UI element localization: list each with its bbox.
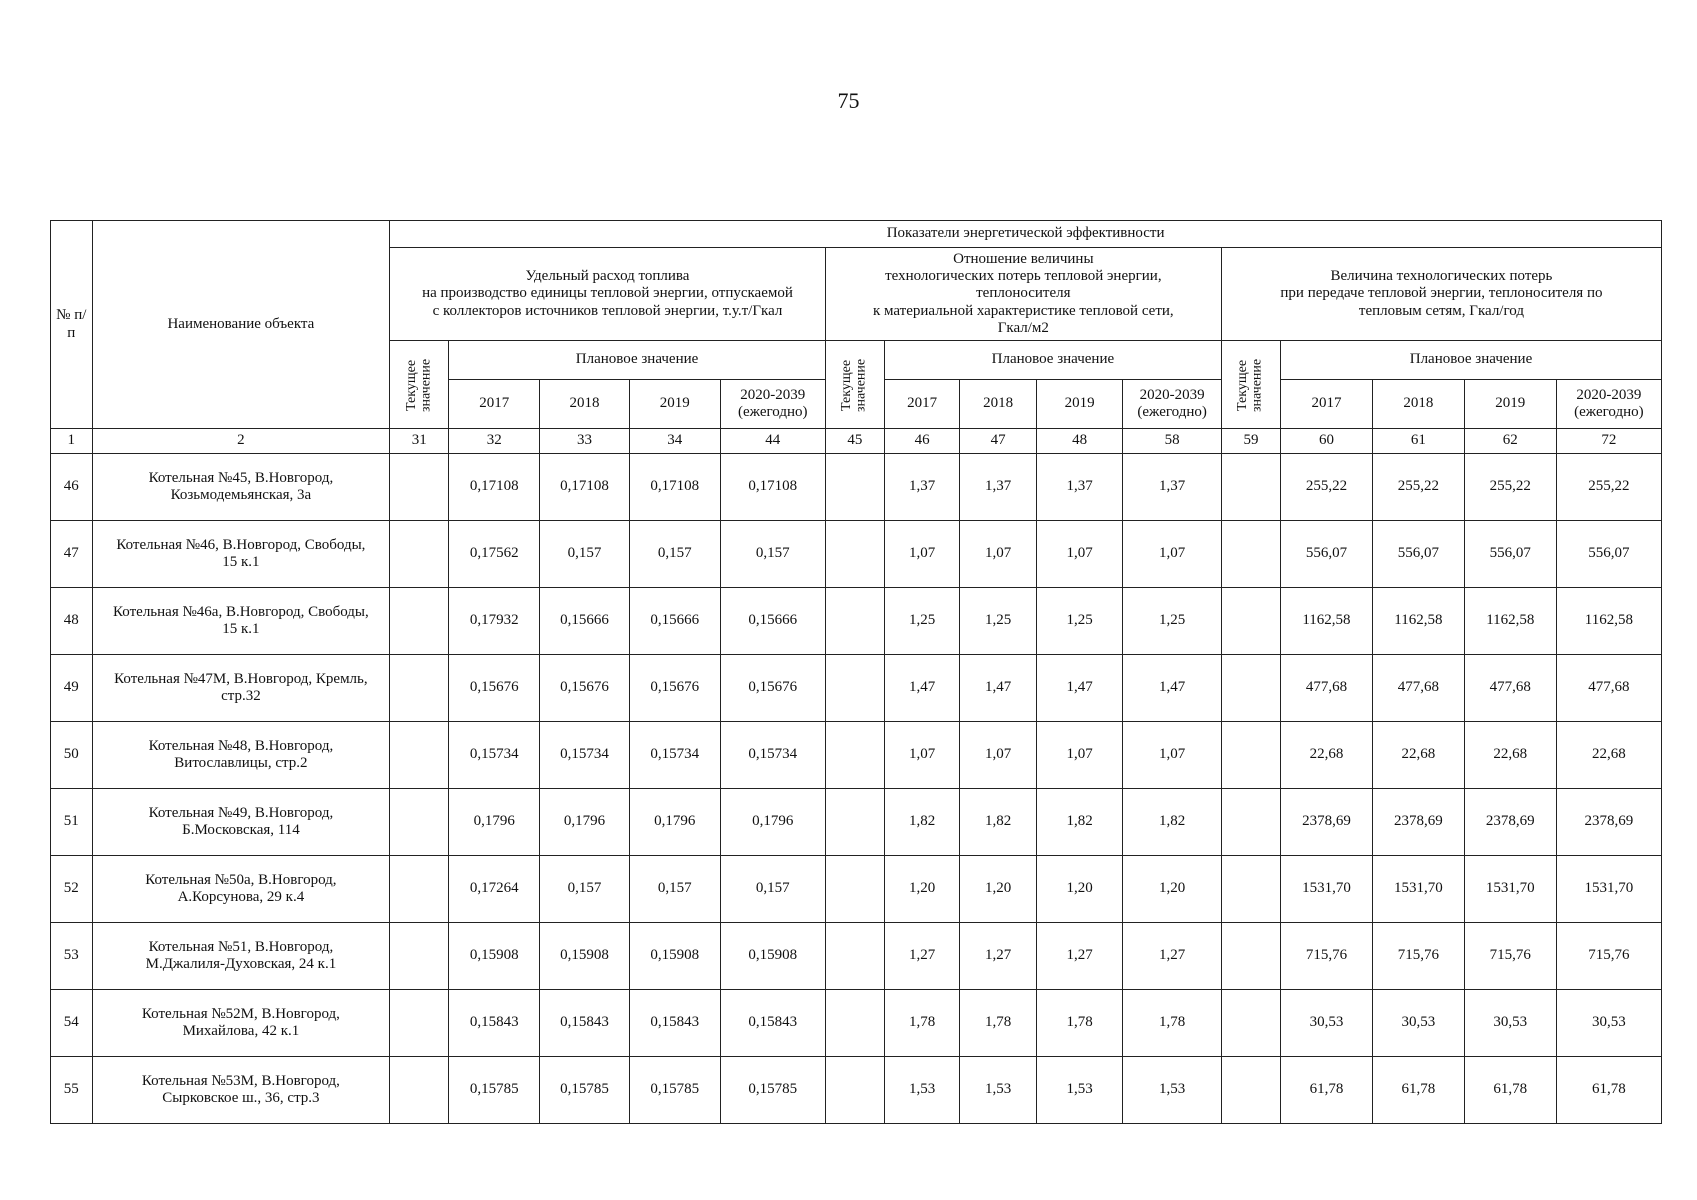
object-name-line: Сырковское ш., 36, стр.3 <box>162 1090 320 1106</box>
loss-ratio-planned-value: 1,07 <box>1036 521 1122 588</box>
loss-ratio-planned-value: 1,47 <box>1036 655 1122 722</box>
loss-ratio-planned-value: 1,25 <box>1123 588 1221 655</box>
losses-planned-value: 255,22 <box>1556 454 1661 521</box>
loss-ratio-planned-value: 1,07 <box>1123 722 1221 789</box>
loss-ratio-planned-value: 1,27 <box>1036 923 1122 990</box>
losses-planned-value: 255,22 <box>1280 454 1372 521</box>
loss-ratio-current-value <box>825 655 884 722</box>
loss-ratio-planned-value: 1,78 <box>884 990 960 1057</box>
losses-planned-value: 22,68 <box>1372 722 1464 789</box>
loss-ratio-current-value <box>825 722 884 789</box>
object-name-line: Котельная №49, В.Новгород, <box>148 804 334 821</box>
fuel-current-value <box>390 521 449 588</box>
column-number: 1 <box>51 429 93 454</box>
fuel-current-value <box>390 856 449 923</box>
object-name <box>92 722 390 789</box>
object-name-line: Б.Московская, 114 <box>182 822 300 838</box>
losses-current-value <box>1221 856 1280 923</box>
object-name-line: Котельная №53М, В.Новгород, <box>141 1072 340 1089</box>
fuel-planned-value: 0,15666 <box>720 588 825 655</box>
losses-planned-value: 2378,69 <box>1372 789 1464 856</box>
header-year: 2017 <box>1280 380 1372 429</box>
header-row-number: № п/п <box>51 221 93 429</box>
fuel-planned-value: 0,15843 <box>629 990 720 1057</box>
losses-current-value <box>1221 990 1280 1057</box>
fuel-planned-value: 0,157 <box>629 521 720 588</box>
object-name-line: А.Корсунова, 29 к.4 <box>177 889 305 905</box>
loss-ratio-planned-value: 1,53 <box>960 1057 1037 1124</box>
fuel-planned-value: 0,17108 <box>540 454 630 521</box>
column-number: 72 <box>1556 429 1661 454</box>
table-row <box>51 990 1662 1057</box>
loss-ratio-planned-value: 1,07 <box>1123 521 1221 588</box>
object-name-line: 15 к.1 <box>222 621 260 637</box>
loss-ratio-planned-value: 1,07 <box>960 521 1037 588</box>
table-row <box>51 789 1662 856</box>
fuel-planned-value: 0,15785 <box>540 1057 630 1124</box>
table-row <box>51 1057 1662 1124</box>
object-name-line: Котельная №48, В.Новгород, <box>148 737 334 754</box>
table-row <box>51 454 1662 521</box>
loss-ratio-planned-value: 1,07 <box>884 722 960 789</box>
losses-current-value <box>1221 1057 1280 1124</box>
losses-planned-value: 30,53 <box>1464 990 1556 1057</box>
header-planned-3: Плановое значение <box>1280 341 1661 380</box>
losses-planned-value: 255,22 <box>1372 454 1464 521</box>
row-number: 55 <box>51 1057 93 1124</box>
row-number: 46 <box>51 454 93 521</box>
fuel-planned-value: 0,15734 <box>720 722 825 789</box>
loss-ratio-current-value <box>825 454 884 521</box>
object-name-line: Котельная №45, В.Новгород, <box>148 469 334 486</box>
losses-planned-value: 715,76 <box>1556 923 1661 990</box>
loss-ratio-planned-value: 1,27 <box>884 923 960 990</box>
row-number: 54 <box>51 990 93 1057</box>
row-number: 47 <box>51 521 93 588</box>
fuel-planned-value: 0,17264 <box>449 856 540 923</box>
fuel-planned-value: 0,157 <box>540 856 630 923</box>
losses-planned-value: 715,76 <box>1280 923 1372 990</box>
header-current-value-3: Текущее значение <box>1221 341 1280 429</box>
losses-planned-value: 477,68 <box>1280 655 1372 722</box>
table-row <box>51 923 1662 990</box>
header-year: 2017 <box>884 380 960 429</box>
losses-planned-value: 61,78 <box>1372 1057 1464 1124</box>
fuel-current-value <box>390 722 449 789</box>
loss-ratio-planned-value: 1,20 <box>884 856 960 923</box>
object-name-line: М.Джалиля-Духовская, 24 к.1 <box>145 956 337 972</box>
header-year: 2019 <box>1036 380 1122 429</box>
losses-planned-value: 2378,69 <box>1280 789 1372 856</box>
column-number: 61 <box>1372 429 1464 454</box>
row-number: 50 <box>51 722 93 789</box>
loss-ratio-current-value <box>825 856 884 923</box>
loss-ratio-planned-value: 1,07 <box>884 521 960 588</box>
fuel-planned-value: 0,17932 <box>449 588 540 655</box>
column-number: 33 <box>540 429 630 454</box>
header-year: 2018 <box>1372 380 1464 429</box>
losses-planned-value: 2378,69 <box>1556 789 1661 856</box>
column-number: 45 <box>825 429 884 454</box>
loss-ratio-planned-value: 1,53 <box>1036 1057 1122 1124</box>
column-number: 62 <box>1464 429 1556 454</box>
row-number: 53 <box>51 923 93 990</box>
fuel-planned-value: 0,15666 <box>540 588 630 655</box>
fuel-planned-value: 0,1796 <box>540 789 630 856</box>
fuel-planned-value: 0,15734 <box>540 722 630 789</box>
column-number-row <box>51 429 1662 454</box>
loss-ratio-planned-value: 1,78 <box>1036 990 1122 1057</box>
object-name-line: Витославлицы, стр.2 <box>174 755 308 771</box>
column-number: 48 <box>1036 429 1122 454</box>
loss-ratio-planned-value: 1,53 <box>884 1057 960 1124</box>
object-name-line: 15 к.1 <box>222 554 260 570</box>
loss-ratio-planned-value: 1,27 <box>1123 923 1221 990</box>
fuel-planned-value: 0,1796 <box>449 789 540 856</box>
header-year: 2019 <box>1464 380 1556 429</box>
loss-ratio-planned-value: 1,20 <box>1123 856 1221 923</box>
loss-ratio-planned-value: 1,27 <box>960 923 1037 990</box>
fuel-planned-value: 0,17108 <box>629 454 720 521</box>
column-number: 58 <box>1123 429 1221 454</box>
losses-planned-value: 61,78 <box>1464 1057 1556 1124</box>
losses-planned-value: 477,68 <box>1372 655 1464 722</box>
object-name <box>92 990 390 1057</box>
losses-planned-value: 556,07 <box>1280 521 1372 588</box>
fuel-planned-value: 0,15785 <box>720 1057 825 1124</box>
column-number: 60 <box>1280 429 1372 454</box>
fuel-current-value <box>390 990 449 1057</box>
loss-ratio-planned-value: 1,37 <box>1123 454 1221 521</box>
object-name <box>92 789 390 856</box>
fuel-planned-value: 0,15843 <box>449 990 540 1057</box>
object-name-line: Котельная №51, В.Новгород, <box>148 938 334 955</box>
loss-ratio-planned-value: 1,20 <box>960 856 1037 923</box>
loss-ratio-current-value <box>825 990 884 1057</box>
losses-planned-value: 715,76 <box>1372 923 1464 990</box>
loss-ratio-planned-value: 1,47 <box>960 655 1037 722</box>
fuel-current-value <box>390 588 449 655</box>
row-number: 48 <box>51 588 93 655</box>
loss-ratio-current-value <box>825 1057 884 1124</box>
losses-planned-value: 1162,58 <box>1372 588 1464 655</box>
fuel-current-value <box>390 789 449 856</box>
losses-planned-value: 1162,58 <box>1556 588 1661 655</box>
header-year: 2017 <box>449 380 540 429</box>
loss-ratio-planned-value: 1,82 <box>1123 789 1221 856</box>
losses-planned-value: 255,22 <box>1464 454 1556 521</box>
header-year: 2018 <box>960 380 1037 429</box>
loss-ratio-planned-value: 1,25 <box>1036 588 1122 655</box>
losses-planned-value: 1531,70 <box>1280 856 1372 923</box>
header-planned-1: Плановое значение <box>449 341 825 380</box>
fuel-planned-value: 0,1796 <box>720 789 825 856</box>
column-number: 2 <box>92 429 390 454</box>
fuel-planned-value: 0,15676 <box>449 655 540 722</box>
fuel-planned-value: 0,15908 <box>540 923 630 990</box>
row-number: 52 <box>51 856 93 923</box>
header-section-losses: Величина технологических потерь при передаче тепловой энергии, теплоносителя по тепловым сетям, Гкал/год <box>1221 248 1661 341</box>
losses-planned-value: 1162,58 <box>1464 588 1556 655</box>
header-current-value-2: Текущее значение <box>825 341 884 429</box>
column-number: 32 <box>449 429 540 454</box>
fuel-planned-value: 0,157 <box>540 521 630 588</box>
losses-planned-value: 1162,58 <box>1280 588 1372 655</box>
fuel-planned-value: 0,15676 <box>629 655 720 722</box>
losses-planned-value: 715,76 <box>1464 923 1556 990</box>
energy-efficiency-table <box>50 220 1662 1124</box>
table-row <box>51 856 1662 923</box>
fuel-planned-value: 0,15734 <box>629 722 720 789</box>
header-year-range: 2020-2039 (ежегодно) <box>1123 380 1221 429</box>
losses-planned-value: 22,68 <box>1556 722 1661 789</box>
loss-ratio-planned-value: 1,78 <box>1123 990 1221 1057</box>
fuel-current-value <box>390 655 449 722</box>
page-number: 75 <box>837 88 860 113</box>
object-name <box>92 521 390 588</box>
column-number: 59 <box>1221 429 1280 454</box>
losses-current-value <box>1221 588 1280 655</box>
fuel-planned-value: 0,157 <box>629 856 720 923</box>
loss-ratio-planned-value: 1,82 <box>960 789 1037 856</box>
object-name-line: Котельная №46, В.Новгород, Свободы, <box>116 536 366 553</box>
object-name <box>92 923 390 990</box>
losses-planned-value: 1531,70 <box>1464 856 1556 923</box>
fuel-current-value <box>390 923 449 990</box>
header-current-value-1: Текущее значение <box>390 341 449 429</box>
losses-current-value <box>1221 789 1280 856</box>
loss-ratio-current-value <box>825 789 884 856</box>
losses-planned-value: 61,78 <box>1556 1057 1661 1124</box>
losses-planned-value: 30,53 <box>1280 990 1372 1057</box>
header-section-fuel: Удельный расход топлива на производство единицы тепловой энергии, отпускаемой с коллекторов источников тепловой энергии, т.у.т/Гкал <box>390 248 826 341</box>
loss-ratio-planned-value: 1,37 <box>884 454 960 521</box>
loss-ratio-planned-value: 1,37 <box>1036 454 1122 521</box>
fuel-planned-value: 0,15908 <box>449 923 540 990</box>
object-name-line: Котельная №50а, В.Новгород, <box>145 871 337 888</box>
loss-ratio-planned-value: 1,25 <box>960 588 1037 655</box>
loss-ratio-planned-value: 1,20 <box>1036 856 1122 923</box>
fuel-planned-value: 0,15785 <box>449 1057 540 1124</box>
object-name-line: Котельная №47М, В.Новгород, Кремль, <box>114 670 368 687</box>
losses-current-value <box>1221 722 1280 789</box>
object-name <box>92 454 390 521</box>
header-planned-2: Плановое значение <box>884 341 1221 380</box>
losses-planned-value: 2378,69 <box>1464 789 1556 856</box>
loss-ratio-planned-value: 1,82 <box>1036 789 1122 856</box>
fuel-planned-value: 0,15908 <box>720 923 825 990</box>
fuel-planned-value: 0,17108 <box>720 454 825 521</box>
loss-ratio-planned-value: 1,53 <box>1123 1057 1221 1124</box>
losses-planned-value: 30,53 <box>1556 990 1661 1057</box>
fuel-planned-value: 0,15666 <box>629 588 720 655</box>
column-number: 46 <box>884 429 960 454</box>
losses-planned-value: 477,68 <box>1556 655 1661 722</box>
losses-planned-value: 22,68 <box>1464 722 1556 789</box>
header-section-loss-ratio: Отношение величины технологических потерь тепловой энергии, теплоносителя к материальной характеристике тепловой сети, Гкал/м2 <box>825 248 1221 341</box>
column-number: 34 <box>629 429 720 454</box>
fuel-planned-value: 0,15734 <box>449 722 540 789</box>
column-number: 47 <box>960 429 1037 454</box>
fuel-planned-value: 0,17108 <box>449 454 540 521</box>
losses-planned-value: 556,07 <box>1464 521 1556 588</box>
column-number: 31 <box>390 429 449 454</box>
header-group-title: Показатели энергетической эффективности <box>390 221 1662 248</box>
losses-planned-value: 30,53 <box>1372 990 1464 1057</box>
loss-ratio-planned-value: 1,37 <box>960 454 1037 521</box>
loss-ratio-current-value <box>825 521 884 588</box>
header-year-range: 2020-2039 (ежегодно) <box>1556 380 1661 429</box>
fuel-planned-value: 0,15676 <box>720 655 825 722</box>
object-name <box>92 588 390 655</box>
losses-planned-value: 1531,70 <box>1556 856 1661 923</box>
fuel-planned-value: 0,157 <box>720 856 825 923</box>
object-name-line: Козьмодемьянская, 3а <box>170 487 312 503</box>
header-year: 2018 <box>540 380 630 429</box>
losses-planned-value: 1531,70 <box>1372 856 1464 923</box>
loss-ratio-planned-value: 1,47 <box>1123 655 1221 722</box>
losses-planned-value: 61,78 <box>1280 1057 1372 1124</box>
loss-ratio-planned-value: 1,25 <box>884 588 960 655</box>
fuel-planned-value: 0,1796 <box>629 789 720 856</box>
column-number: 44 <box>720 429 825 454</box>
object-name <box>92 856 390 923</box>
losses-current-value <box>1221 655 1280 722</box>
fuel-planned-value: 0,15785 <box>629 1057 720 1124</box>
losses-current-value <box>1221 923 1280 990</box>
loss-ratio-current-value <box>825 923 884 990</box>
fuel-planned-value: 0,17562 <box>449 521 540 588</box>
fuel-current-value <box>390 1057 449 1124</box>
loss-ratio-planned-value: 1,47 <box>884 655 960 722</box>
losses-planned-value: 556,07 <box>1556 521 1661 588</box>
fuel-planned-value: 0,157 <box>720 521 825 588</box>
fuel-planned-value: 0,15908 <box>629 923 720 990</box>
losses-planned-value: 22,68 <box>1280 722 1372 789</box>
object-name-line: Котельная №46а, В.Новгород, Свободы, <box>113 603 369 620</box>
loss-ratio-planned-value: 1,82 <box>884 789 960 856</box>
object-name-line: Котельная №52М, В.Новгород, <box>141 1005 340 1022</box>
object-name-line: стр.32 <box>221 688 261 704</box>
loss-ratio-planned-value: 1,07 <box>1036 722 1122 789</box>
losses-current-value <box>1221 521 1280 588</box>
fuel-planned-value: 0,15676 <box>540 655 630 722</box>
loss-ratio-planned-value: 1,07 <box>960 722 1037 789</box>
table-row <box>51 722 1662 789</box>
fuel-planned-value: 0,15843 <box>720 990 825 1057</box>
object-name <box>92 655 390 722</box>
table-row <box>51 655 1662 722</box>
losses-planned-value: 477,68 <box>1464 655 1556 722</box>
losses-planned-value: 556,07 <box>1372 521 1464 588</box>
loss-ratio-current-value <box>825 588 884 655</box>
row-number: 51 <box>51 789 93 856</box>
table-row <box>51 521 1662 588</box>
fuel-current-value <box>390 454 449 521</box>
loss-ratio-planned-value: 1,78 <box>960 990 1037 1057</box>
fuel-planned-value: 0,15843 <box>540 990 630 1057</box>
object-name-line: Михайлова, 42 к.1 <box>182 1023 300 1039</box>
header-object-name: Наименование объекта <box>92 221 390 429</box>
object-name <box>92 1057 390 1124</box>
header-year-range: 2020-2039 (ежегодно) <box>720 380 825 429</box>
header-year: 2019 <box>629 380 720 429</box>
table-row <box>51 588 1662 655</box>
row-number: 49 <box>51 655 93 722</box>
losses-current-value <box>1221 454 1280 521</box>
